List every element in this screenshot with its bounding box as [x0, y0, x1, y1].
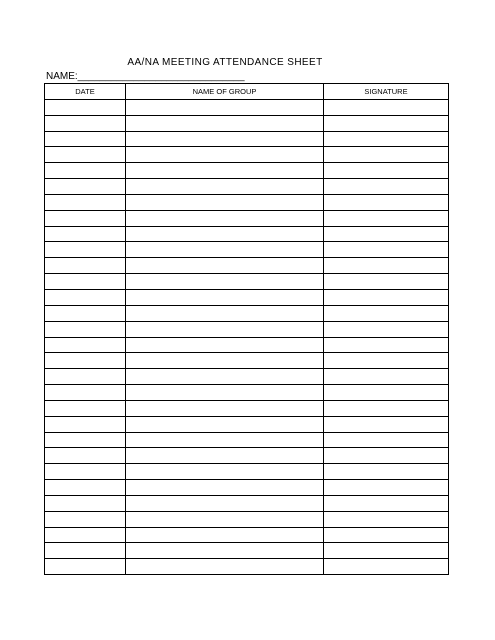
signature-cell [324, 226, 449, 242]
date-cell [45, 400, 126, 416]
table-row [45, 115, 449, 131]
group-name-cell [126, 337, 324, 353]
date-cell [45, 210, 126, 226]
name-field-line: NAME:______________________________ [46, 71, 245, 82]
group-name-cell [126, 527, 324, 543]
column-header-signature: SIGNATURE [324, 84, 449, 100]
group-name-cell [126, 99, 324, 115]
table-row [45, 353, 449, 369]
group-name-cell [126, 194, 324, 210]
attendance-table [44, 83, 449, 575]
table-row [45, 242, 449, 258]
signature-cell [324, 495, 449, 511]
date-cell [45, 131, 126, 147]
table-row [45, 131, 449, 147]
date-cell [45, 147, 126, 163]
table-row [45, 385, 449, 401]
date-cell [45, 480, 126, 496]
table-row [45, 400, 449, 416]
table-row [45, 511, 449, 527]
date-cell [45, 385, 126, 401]
group-name-cell [126, 432, 324, 448]
date-cell [45, 432, 126, 448]
signature-cell [324, 274, 449, 290]
date-cell [45, 179, 126, 195]
table-row [45, 289, 449, 305]
group-name-cell [126, 400, 324, 416]
column-header-group: NAME OF GROUP [126, 84, 324, 100]
table-row [45, 305, 449, 321]
table-row [45, 527, 449, 543]
signature-cell [324, 305, 449, 321]
signature-cell [324, 400, 449, 416]
page-title: AA/NA MEETING ATTENDANCE SHEET [127, 57, 323, 68]
group-name-cell [126, 274, 324, 290]
table-row [45, 337, 449, 353]
signature-cell [324, 131, 449, 147]
table-row [45, 559, 449, 575]
group-name-cell [126, 353, 324, 369]
group-name-cell [126, 543, 324, 559]
signature-cell [324, 179, 449, 195]
signature-cell [324, 99, 449, 115]
signature-cell [324, 369, 449, 385]
signature-cell [324, 385, 449, 401]
group-name-cell [126, 559, 324, 575]
table-row [45, 226, 449, 242]
date-cell [45, 242, 126, 258]
signature-cell [324, 353, 449, 369]
date-cell [45, 115, 126, 131]
group-name-cell [126, 131, 324, 147]
group-name-cell [126, 210, 324, 226]
date-cell [45, 163, 126, 179]
date-cell [45, 416, 126, 432]
date-cell [45, 99, 126, 115]
table-row [45, 99, 449, 115]
date-cell [45, 369, 126, 385]
date-cell [45, 559, 126, 575]
group-name-cell [126, 321, 324, 337]
signature-cell [324, 242, 449, 258]
table-row [45, 274, 449, 290]
group-name-cell [126, 495, 324, 511]
signature-cell [324, 464, 449, 480]
group-name-cell [126, 258, 324, 274]
signature-cell [324, 432, 449, 448]
signature-cell [324, 258, 449, 274]
group-name-cell [126, 464, 324, 480]
group-name-cell [126, 305, 324, 321]
table-row [45, 210, 449, 226]
date-cell [45, 543, 126, 559]
date-cell [45, 527, 126, 543]
table-row [45, 432, 449, 448]
date-cell [45, 194, 126, 210]
date-cell [45, 258, 126, 274]
signature-cell [324, 480, 449, 496]
group-name-cell [126, 242, 324, 258]
signature-cell [324, 337, 449, 353]
signature-cell [324, 194, 449, 210]
table-row [45, 464, 449, 480]
group-name-cell [126, 163, 324, 179]
signature-cell [324, 511, 449, 527]
date-cell [45, 305, 126, 321]
signature-cell [324, 527, 449, 543]
date-cell [45, 511, 126, 527]
signature-cell [324, 115, 449, 131]
date-cell [45, 464, 126, 480]
table-row [45, 369, 449, 385]
table-row [45, 416, 449, 432]
date-cell [45, 337, 126, 353]
signature-cell [324, 210, 449, 226]
signature-cell [324, 448, 449, 464]
signature-cell [324, 289, 449, 305]
group-name-cell [126, 480, 324, 496]
table-row [45, 480, 449, 496]
group-name-cell [126, 416, 324, 432]
date-cell [45, 321, 126, 337]
table-row [45, 448, 449, 464]
column-header-date: DATE [45, 84, 126, 100]
date-cell [45, 353, 126, 369]
signature-cell [324, 321, 449, 337]
signature-cell [324, 163, 449, 179]
table-row [45, 163, 449, 179]
group-name-cell [126, 147, 324, 163]
date-cell [45, 274, 126, 290]
group-name-cell [126, 115, 324, 131]
table-body [45, 99, 449, 574]
table-header-row [45, 84, 449, 100]
signature-cell [324, 559, 449, 575]
table-row [45, 147, 449, 163]
date-cell [45, 448, 126, 464]
table-row [45, 495, 449, 511]
date-cell [45, 495, 126, 511]
group-name-cell [126, 226, 324, 242]
table-row [45, 543, 449, 559]
table-row [45, 179, 449, 195]
group-name-cell [126, 289, 324, 305]
group-name-cell [126, 179, 324, 195]
signature-cell [324, 543, 449, 559]
date-cell [45, 226, 126, 242]
date-cell [45, 289, 126, 305]
group-name-cell [126, 448, 324, 464]
signature-cell [324, 416, 449, 432]
group-name-cell [126, 385, 324, 401]
table-row [45, 258, 449, 274]
table-row [45, 321, 449, 337]
group-name-cell [126, 369, 324, 385]
table-row [45, 194, 449, 210]
group-name-cell [126, 511, 324, 527]
signature-cell [324, 147, 449, 163]
